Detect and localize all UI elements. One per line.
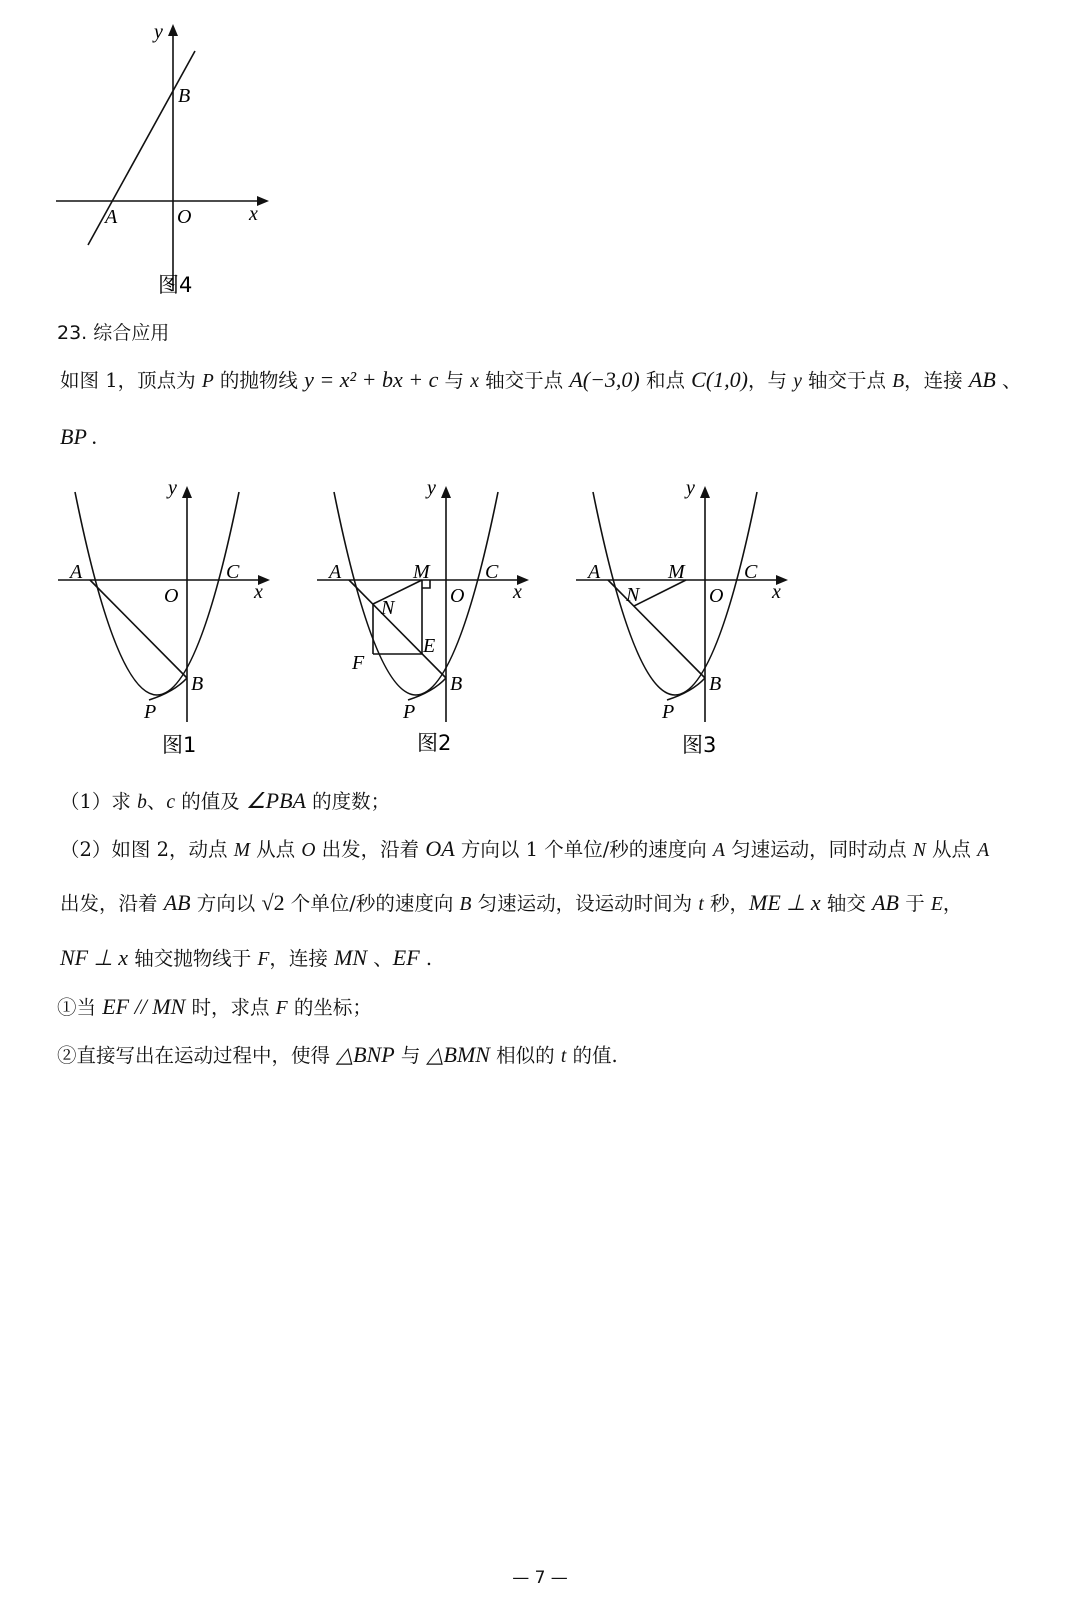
figure-1 xyxy=(58,478,270,757)
fig1-parabola xyxy=(75,492,239,695)
fig1-label-b: B xyxy=(191,673,204,695)
fig1-label-a: A xyxy=(70,561,83,583)
fig1-label-x: x xyxy=(254,581,263,603)
fig2-label-c: C xyxy=(485,561,499,583)
fig4-label-x: x xyxy=(249,203,258,225)
fig1-label-y: y xyxy=(168,478,177,499)
intro-line-1: 如图 1，顶点为 P 的抛物线 y = x² + bx + c 与 x 轴交于点 A(−3,0) 和点 C(1,0)，与 y 轴交于点 B，连接 AB 、 xyxy=(60,367,1022,392)
fig2-label-f: F xyxy=(352,652,365,674)
fig3-label-x: x xyxy=(772,581,781,603)
figures-1-2-3 xyxy=(50,478,810,768)
fig3-label-y: y xyxy=(686,478,695,499)
problem-number: 23. 综合应用 xyxy=(57,322,170,344)
fig2-label-p: P xyxy=(403,701,416,723)
fig3-label-p: P xyxy=(662,701,675,723)
sub-question-2: ②直接写出在运动过程中，使得 △BNP 与 △BMN 相似的 t 的值. xyxy=(57,1042,618,1067)
fig1-y-arrow xyxy=(182,486,192,498)
fig3-label-o: O xyxy=(709,585,724,607)
fig1-label-p: P xyxy=(144,701,157,723)
sub-question-1: ①当 EF // MN 时，求点 F 的坐标； xyxy=(57,994,372,1019)
figure-3 xyxy=(576,478,788,757)
fig2-label-a: A xyxy=(329,561,342,583)
fig1-segment-bp xyxy=(149,678,187,700)
fig4-x-arrow xyxy=(257,196,269,206)
part-1: （1）求 b、c 的值及 ∠PBA 的度数； xyxy=(60,788,391,813)
part-2-line-1: （2）如图 2，动点 M 从点 O 出发，沿着 OA 方向以 1 个单位/秒的速度向 A 匀速运动，同时动点 N 从点 A xyxy=(60,836,990,861)
fig2-label-e: E xyxy=(423,635,436,657)
fig2-label-n: N xyxy=(381,597,395,619)
fig3-parabola xyxy=(593,492,757,695)
fig3-label-c: C xyxy=(744,561,758,583)
page-number: — 7 — xyxy=(512,1568,568,1588)
fig3-caption: 图3 xyxy=(682,733,717,757)
intro-line-2: BP . xyxy=(60,424,98,449)
fig2-label-m: M xyxy=(413,561,430,583)
fig2-label-o: O xyxy=(450,585,465,607)
fig4-label-b: B xyxy=(178,85,191,107)
figure-2 xyxy=(317,478,529,755)
fig2-label-b: B xyxy=(450,673,463,695)
part-2-line-3: NF ⊥ x 轴交抛物线于 F，连接 MN 、EF . xyxy=(60,945,433,970)
fig4-label-o: O xyxy=(177,206,192,228)
fig4-y-arrow xyxy=(168,24,178,36)
fig4-label-y: y xyxy=(154,21,163,43)
fig4-caption: 图4 xyxy=(158,273,193,297)
fig3-segment-mn xyxy=(634,580,686,606)
fig1-label-c: C xyxy=(226,561,240,583)
fig2-segment-bp xyxy=(408,678,446,700)
fig3-label-m: M xyxy=(668,561,685,583)
fig2-y-arrow xyxy=(441,486,451,498)
fig3-label-a: A xyxy=(588,561,601,583)
fig2-caption: 图2 xyxy=(417,731,452,755)
fig3-y-arrow xyxy=(700,486,710,498)
figure-4 xyxy=(50,14,280,306)
fig4-label-a: A xyxy=(105,206,118,228)
fig2-label-y: y xyxy=(427,478,436,499)
fig3-label-b: B xyxy=(709,673,722,695)
fig1-caption: 图1 xyxy=(162,733,197,757)
part-2-line-2: 出发，沿着 AB 方向以 √2 个单位/秒的速度向 B 匀速运动，设运动时间为 t 秒，ME ⊥ x 轴交 AB 于 E， xyxy=(60,890,963,915)
fig1-label-o: O xyxy=(164,585,179,607)
fig2-label-x: x xyxy=(513,581,522,603)
fig3-label-n: N xyxy=(626,584,640,606)
fig3-segment-bp xyxy=(667,678,705,700)
